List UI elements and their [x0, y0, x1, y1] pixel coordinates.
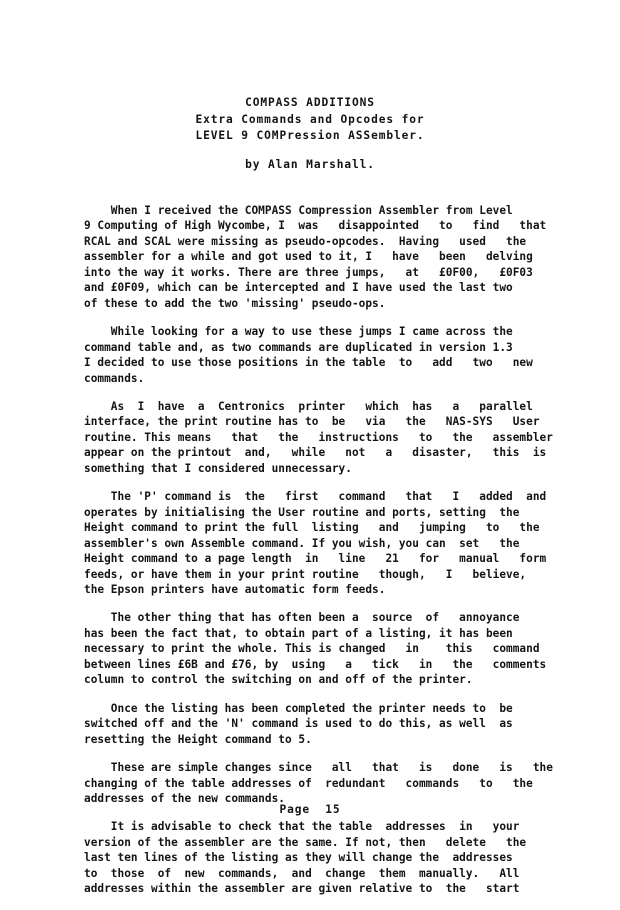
- text-line: As I have a Centronics printer which has a parallel: [84, 399, 533, 413]
- text-line: Height command to print the full listing and jumping to the: [84, 521, 540, 535]
- text-line: While looking for a way to use these jumps I came across the: [84, 325, 513, 339]
- text-line: feeds, or have them in your print routine though, I believe,: [84, 567, 527, 581]
- text-line: The 'P' command is the first command that I added and: [84, 490, 547, 504]
- text-line: resetting the Height command to 5.: [84, 732, 312, 746]
- paragraph-advisable: [84, 819, 536, 896]
- text-line: addresses within the assembler are given relative to the start: [84, 882, 520, 896]
- text-line: commands.: [84, 371, 145, 385]
- paragraph-intro: [84, 203, 547, 311]
- paragraph-command-table: [84, 324, 536, 386]
- text-line: The other thing that has often been a source of annoyance: [84, 611, 520, 625]
- text-line: 9 Computing of High Wycombe, I was disappointed to find that: [84, 219, 547, 233]
- author-byline: by Alan Marshall.: [245, 158, 375, 171]
- text-line: the Epson printers have automatic form feeds.: [84, 582, 386, 596]
- text-line: assembler's own Assemble command. If you wish, you can set the: [84, 536, 520, 550]
- text-line: to those of new commands, and change them manually. All: [84, 866, 520, 880]
- text-line: RCAL and SCAL were missing as pseudo-opcodes. Having used the: [84, 234, 527, 248]
- heading-line-3: LEVEL 9 COMPression ASSembler.: [195, 129, 425, 142]
- text-line: routine. This means that the instructions to the assembler: [84, 430, 553, 444]
- text-line: of these to add the two 'missing' pseudo-ops.: [84, 296, 386, 310]
- text-line: switched off and the 'N' command is used to do this, as well as: [84, 717, 513, 731]
- paragraph-partial-listing: [84, 610, 547, 687]
- text-line: changing of the table addresses of redundant commands to the: [84, 776, 533, 790]
- text-line: something that I considered unnecessary.: [84, 461, 352, 475]
- text-line: command table and, as two commands are duplicated in version 1.3: [84, 340, 513, 354]
- text-line: Once the listing has been completed the printer needs to be: [84, 701, 513, 715]
- text-line: assembler for a while and got used to it, I have been delving: [84, 250, 533, 264]
- text-line: It is advisable to check that the table addresses in your: [84, 820, 520, 834]
- text-line: Height command to a page length in line 21 for manual form: [84, 552, 547, 566]
- document-heading: [0, 95, 620, 145]
- text-line: necessary to print the whole. This is changed in this command: [84, 642, 540, 656]
- text-line: has been the fact that, to obtain part of a listing, it has been: [84, 626, 513, 640]
- page-number-footer: Page 15: [279, 803, 341, 816]
- text-line: and £0F09, which can be intercepted and I have used the last two: [84, 281, 513, 295]
- heading-line-1: COMPASS ADDITIONS: [245, 96, 375, 109]
- text-line: column to control the switching on and off of the printer.: [84, 673, 473, 687]
- text-line: version of the assembler are the same. If not, then delete the: [84, 835, 527, 849]
- text-line: into the way it works. There are three jumps, at £0F00, £0F03: [84, 265, 533, 279]
- text-line: operates by initialising the User routine and ports, setting the: [84, 505, 520, 519]
- heading-line-2: Extra Commands and Opcodes for: [195, 112, 425, 126]
- paragraph-p-command: [84, 489, 547, 597]
- text-line: interface, the print routine has to be via the NAS-SYS User: [84, 415, 540, 429]
- text-line: These are simple changes since all that is done is the: [84, 761, 553, 775]
- text-line: addresses of the new commands.: [84, 791, 285, 805]
- paragraph-n-command: [84, 701, 536, 747]
- text-line: appear on the printout and, while not a disaster, this is: [84, 446, 547, 460]
- paragraph-simple-changes: [84, 760, 553, 806]
- text-line: I decided to use those positions in the table to add two new: [84, 356, 533, 370]
- text-line: between lines £6B and £76, by using a tick in the comments: [84, 657, 547, 671]
- text-line: last ten lines of the listing as they will change the addresses: [84, 851, 513, 865]
- paragraph-centronics: [84, 399, 553, 476]
- text-line: When I received the COMPASS Compression Assembler from Level: [84, 204, 513, 217]
